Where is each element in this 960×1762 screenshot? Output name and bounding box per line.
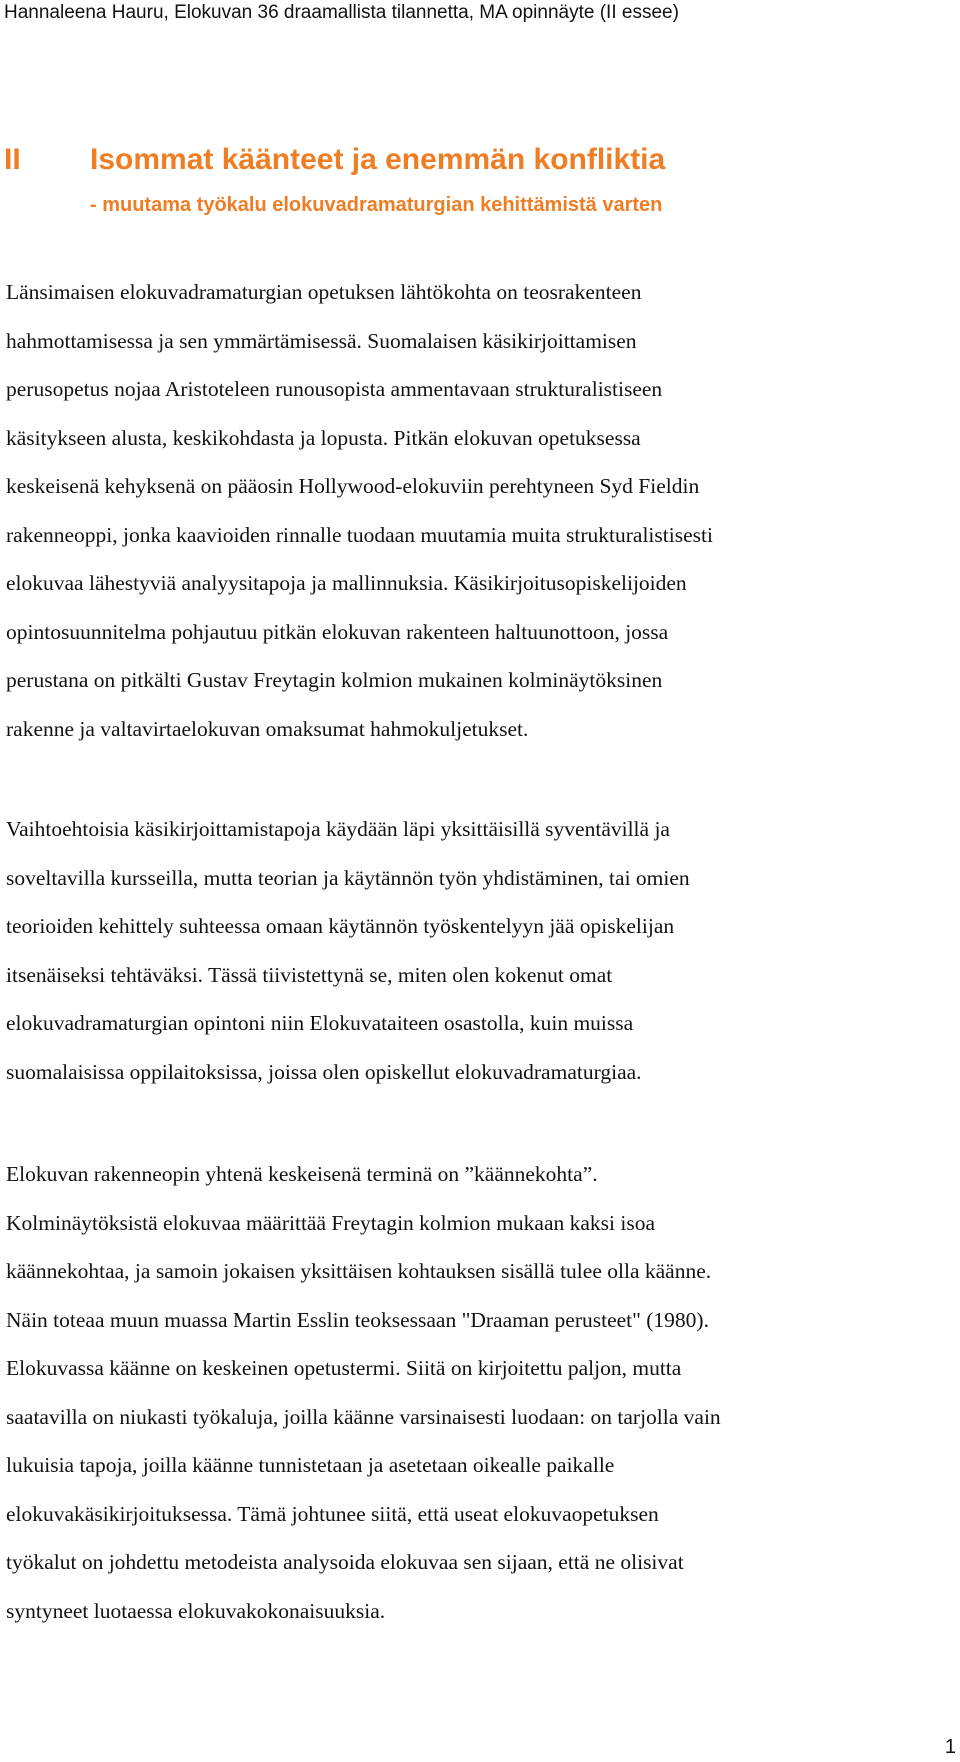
page-number: 1 xyxy=(944,1736,956,1758)
paragraph-line: Kolminäytöksistä elokuvaa määrittää Freytagin kolmion mukaan kaksi isoa xyxy=(6,1210,656,1235)
paragraph-line: elokuvakäsikirjoituksessa. Tämä johtunee siitä, että useat elokuvaopetuksen xyxy=(6,1501,659,1526)
paragraph-line: teorioiden kehittely suhteessa omaan käytännön työskentelyyn jää opiskelijan xyxy=(6,914,675,938)
paragraph-line: suomalaisissa oppilaitoksissa, joissa olen opiskellut elokuvadramaturgiaa. xyxy=(6,1059,642,1084)
paragraph-line: perustana on pitkälti Gustav Freytagin kolmion mukainen kolminäytöksinen xyxy=(6,668,663,692)
paragraph-line: käännekohtaa, ja samoin jokaisen yksittäisen kohtauksen sisällä tulee olla käänne. xyxy=(6,1259,712,1283)
paragraph-line: Elokuvan rakenneopin yhtenä keskeisenä terminä on ”käännekohta”. xyxy=(6,1162,598,1186)
paragraph-line: itsenäiseksi tehtäväksi. Tässä tiivistettynä se, miten olen kokenut omat xyxy=(6,962,613,987)
chapter-number: II xyxy=(4,143,21,176)
paragraph-line: rakenne ja valtavirtaelokuvan omaksumat hahmokuljetukset. xyxy=(6,716,529,741)
paragraph-line: Näin toteaa muun muassa Martin Esslin teoksessaan "Draaman perusteet" (1980). xyxy=(6,1307,709,1332)
paragraph-line: syntyneet luotaessa elokuvakokonaisuuksia. xyxy=(6,1598,386,1623)
paragraph-1 xyxy=(6,268,946,753)
paragraph-line: käsitykseen alusta, keskikohdasta ja lopusta. Pitkän elokuvan opetuksessa xyxy=(6,425,641,450)
running-header: Hannaleena Hauru, Elokuvan 36 draamallista tilannetta, MA opinnäyte (II essee) xyxy=(4,2,679,23)
paragraph-line: keskeisenä kehyksenä on pääosin Hollywood-elokuviin perehtyneen Syd Fieldin xyxy=(6,474,700,498)
paragraph-line: opintosuunnitelma pohjautuu pitkän elokuvan rakenteen haltuunottoon, jossa xyxy=(6,619,669,644)
paragraph-line: elokuvaa lähestyviä analyysitapoja ja mallinnuksia. Käsikirjoitusopiskelijoiden xyxy=(6,571,687,595)
paragraph-2 xyxy=(6,805,946,1096)
paragraph-line: Vaihtoehtoisia käsikirjoittamistapoja käydään läpi yksittäisillä syventävillä ja xyxy=(6,817,670,841)
paragraph-3 xyxy=(6,1150,946,1635)
paragraph-line: Länsimaisen elokuvadramaturgian opetuksen lähtökohta on teosrakenteen xyxy=(6,280,642,304)
paragraph-line: Elokuvassa käänne on keskeinen opetustermi. Siitä on kirjoitettu paljon, mutta xyxy=(6,1356,682,1380)
paragraph-line: lukuisia tapoja, joilla käänne tunnistetaan ja asetetaan oikealle paikalle xyxy=(6,1453,615,1477)
paragraph-line: saatavilla on niukasti työkaluja, joilla käänne varsinaisesti luodaan: on tarjolla vain xyxy=(6,1404,721,1429)
chapter-subtitle: - muutama työkalu elokuvadramaturgian kehittämistä varten xyxy=(90,194,663,216)
paragraph-line: soveltavilla kursseilla, mutta teorian ja käytännön työn yhdistäminen, tai omien xyxy=(6,865,690,890)
paragraph-line: elokuvadramaturgian opintoni niin Elokuvataiteen osastolla, kuin muissa xyxy=(6,1011,634,1035)
chapter-title: Isommat käänteet ja enemmän konfliktia xyxy=(90,143,666,176)
paragraph-line: työkalut on johdettu metodeista analysoida elokuvaa sen sijaan, että ne olisivat xyxy=(6,1550,684,1574)
paragraph-line: hahmottamisessa ja sen ymmärtämisessä. Suomalaisen käsikirjoittamisen xyxy=(6,328,637,353)
paragraph-line: perusopetus nojaa Aristoteleen runousopista ammentavaan strukturalistiseen xyxy=(6,377,663,401)
paragraph-line: rakenneoppi, jonka kaavioiden rinnalle tuodaan muutamia muita strukturalistisesti xyxy=(6,522,713,547)
